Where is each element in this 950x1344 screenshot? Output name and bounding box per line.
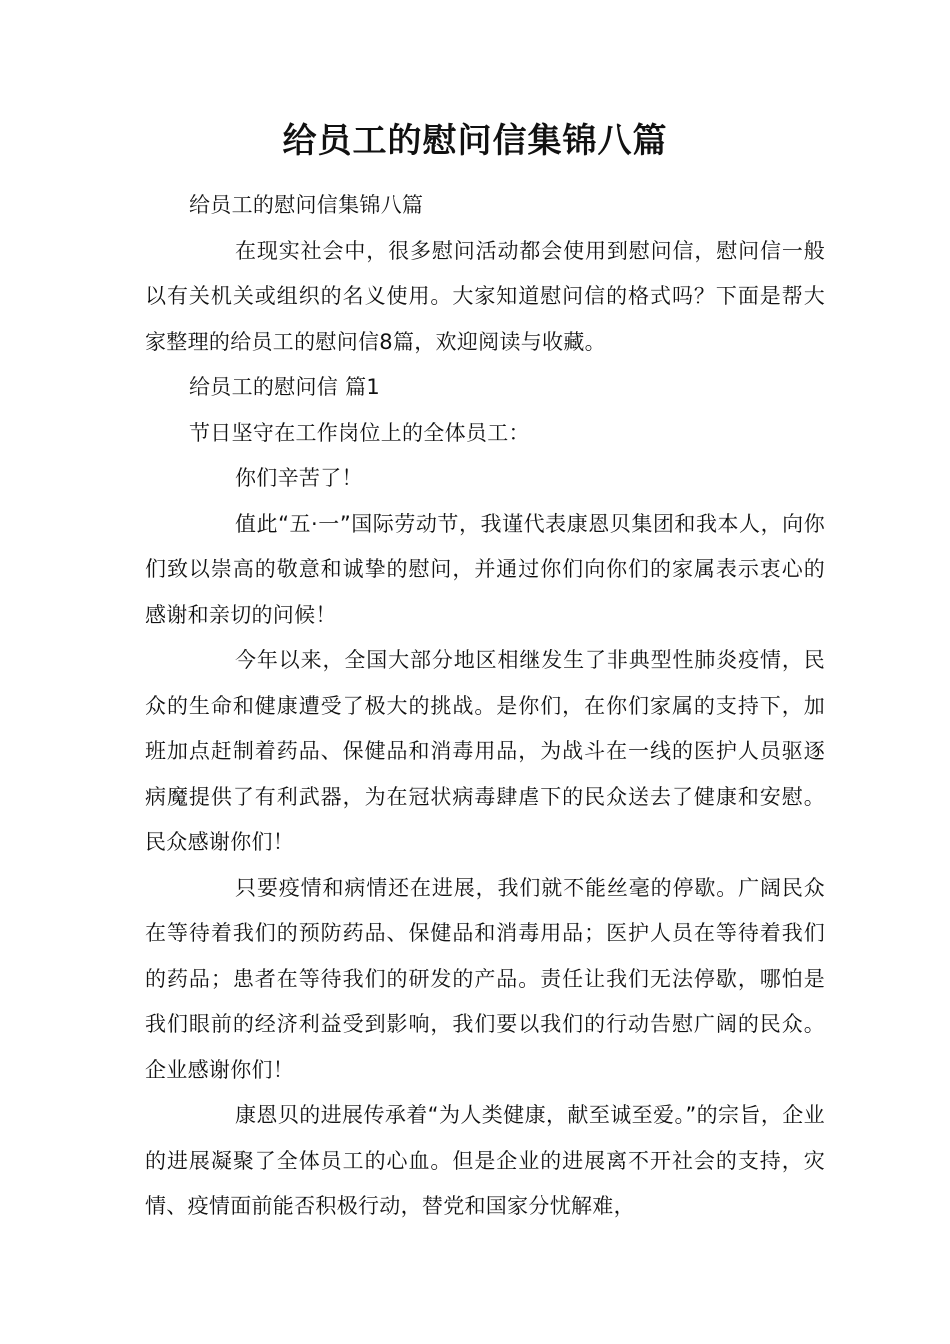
paragraph: 你们辛苦了！: [235, 466, 363, 490]
paragraph: 康恩贝的进展传承着“为人类健康，献至诚至爱。”的宗旨，企业的进展凝聚了全体员工的心血。但是企业的进展离不开社会的支持，灾情、疫情面前能否积极行动，替党和国家分忧解难，: [145, 1103, 825, 1218]
paragraph: 值此“五·一”国际劳动节，我谨代表康恩贝集团和我本人，向你们致以崇高的敬意和诚挚的慰问，并通过你们向你们的家属表示衷心的感谢和亲切的问候！: [145, 511, 825, 627]
paragraph: 节日坚守在工作岗位上的全体员工：: [189, 420, 530, 445]
paragraph: 在现实社会中，很多慰问活动都会使用到慰问信，慰问信一般以有关机关或组织的名义使用。大家知道慰问信的格式吗？下面是帮大家整理的给员工的慰问信8篇，欢迎阅读与收藏。: [145, 238, 825, 354]
document-body: [145, 183, 825, 1230]
paragraph: 给员工的慰问信 篇1: [189, 375, 381, 399]
paragraph: 给员工的慰问信集锦八篇: [189, 193, 424, 217]
paragraph: 只要疫情和病情还在进展，我们就不能丝毫的停歇。广阔民众在等待着我们的预防药品、保健品和消毒用品；医护人员在等待着我们的药品；患者在等待我们的研发的产品。责任让我们无法停歇，哪怕是我们眼前的经济利益受到影响，我们要以我们的行动告慰广阔的民众。企业感谢你们！: [145, 875, 825, 1082]
document-title: 给员工的慰问信集锦八篇: [282, 121, 668, 161]
paragraph: 今年以来，全国大部分地区相继发生了非典型性肺炎疫情，民众的生命和健康遭受了极大的挑战。是你们，在你们家属的支持下，加班加点赶制着药品、保健品和消毒用品，为战斗在一线的医护人员驱逐病魔提供了有利武器，为在冠状病毒肆虐下的民众送去了健康和安慰。民众感谢你们！: [145, 648, 825, 854]
